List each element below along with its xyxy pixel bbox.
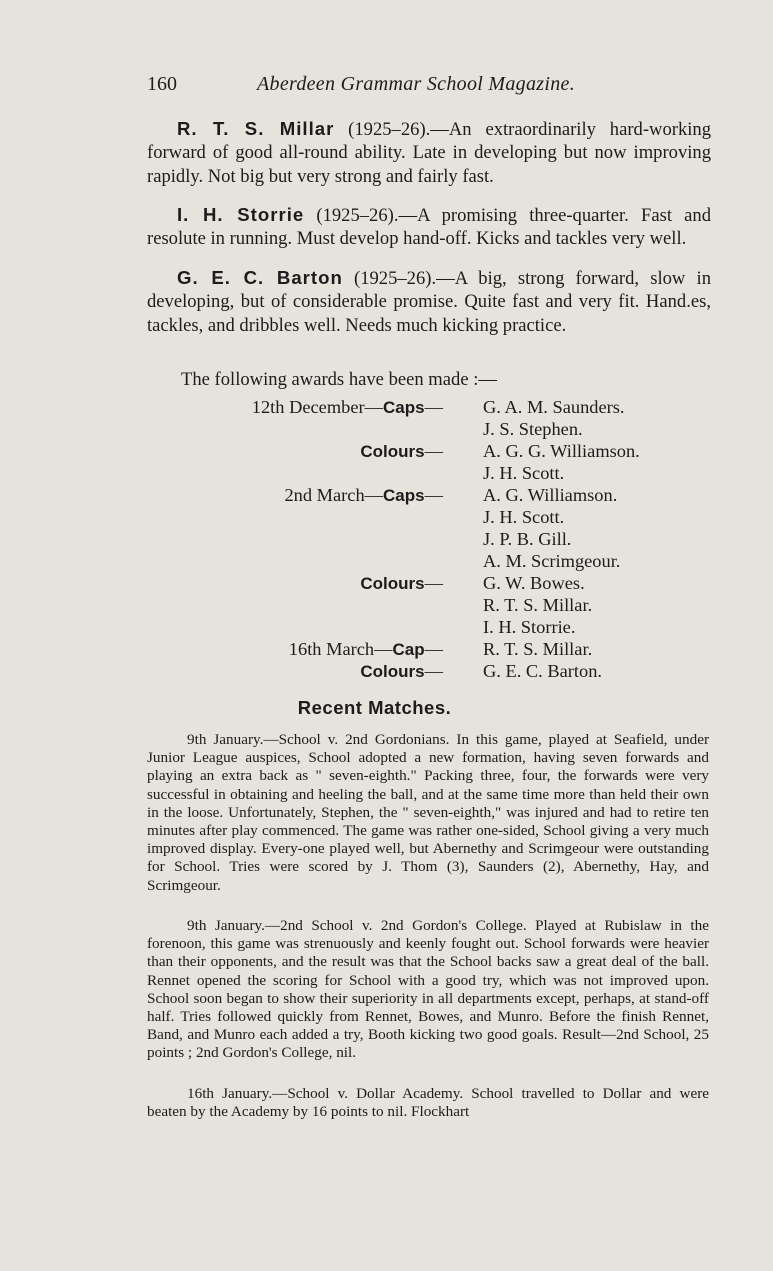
award-recipient: J. H. Scott.	[483, 463, 565, 483]
section-heading	[0, 697, 773, 719]
award-recipient: A. G. G. Williamson.	[483, 441, 640, 461]
award-dash: —	[424, 639, 443, 659]
award-dash: —	[424, 661, 443, 681]
section-heading-text: Recent Matches.	[297, 697, 452, 718]
award-dash: —	[424, 573, 443, 593]
award-recipient: J. H. Scott.	[483, 507, 565, 527]
player-description: (1925–26).—A big, strong forward, slow in developing, but of considerable promise. Quite fast and very fit. Hand.es, tackles, and dribbles well. Needs much kicking practice.	[147, 268, 711, 336]
match-report: 16th January.—School v. Dollar Academy. School travelled to Dollar and were beaten by the Academy by 16 points to nil. Flockhart	[147, 1085, 709, 1121]
award-category: Colours	[360, 442, 425, 461]
player-bio-millar	[147, 117, 711, 188]
award-dash: —	[424, 397, 443, 417]
awards-intro: The following awards have been made :—	[181, 369, 497, 390]
player-name: G. E. C. Barton	[177, 267, 343, 288]
award-recipient: J. P. B. Gill.	[483, 529, 572, 549]
award-dash: —	[424, 441, 443, 461]
award-label	[252, 397, 443, 419]
award-category: Colours	[360, 662, 425, 681]
award-category: Cap	[392, 640, 425, 659]
award-recipient: R. T. S. Millar.	[483, 595, 593, 615]
page-header	[147, 73, 707, 103]
award-label	[360, 661, 443, 683]
player-name: I. H. Storrie	[177, 204, 305, 225]
award-recipient: I. H. Storrie.	[483, 617, 576, 637]
player-bio-storrie	[147, 203, 711, 251]
player-description: (1925–26).—An extraordinarily hard-working forward of good all-round ability. Late in developing but now improving rapidly. Not big but very strong and fairly fast.	[147, 119, 711, 187]
award-recipient: G. A. M. Saunders.	[483, 397, 625, 417]
award-recipient: G. W. Bowes.	[483, 573, 585, 593]
award-label	[360, 441, 443, 463]
award-label	[284, 485, 443, 507]
award-label	[360, 573, 443, 595]
award-recipient: R. T. S. Millar.	[483, 639, 593, 659]
player-bio-barton	[147, 266, 711, 337]
player-name: R. T. S. Millar	[177, 118, 335, 139]
player-description: (1925–26).—A promising three-quarter. Fast and resolute in running. Must develop hand-off. Kicks and tackles very well.	[147, 205, 711, 250]
magazine-title: Aberdeen Grammar School Magazine.	[257, 73, 575, 95]
award-category: Caps	[383, 486, 425, 505]
award-dash: —	[424, 485, 443, 505]
award-recipient: A. G. Williamson.	[483, 485, 618, 505]
match-report: 9th January.—School v. 2nd Gordonians. In this game, played at Seafield, under Junior League auspices, School adopted a new formation, having seven forwards and playing an extra back as " seven-eighth." Packing three, four, the forwards were very successful in obtaining and heeling the ball, and at the same time more than held their own in the loose. Unfortunately, Stephen, the " seven-eighth," was injured and had to retire ten minutes after play commenced. The game was rather one-sided, School giving a very much improved display. Every-one played well, but Abernethy and Scrimgeour were outstanding for School. Tries were scored by J. Thom (3), Saunders (2), Abernethy, Hay, and Scrimgeour.	[147, 731, 709, 894]
award-category: Caps	[383, 398, 425, 417]
award-recipient: A. M. Scrimgeour.	[483, 551, 621, 571]
match-report: 9th January.—2nd School v. 2nd Gordon's College. Played at Rubislaw in the forenoon, this game was strenuously and keenly fought out. School forwards were heavier than their opponents, and the result was that the School backs saw a great deal of the ball. Rennet opened the scoring for School with a good try, which was not improved upon. School soon began to show their superiority in all departments except, perhaps, at stand-off half. Tries followed quickly from Rennet, Bowes, and Munro. Before the finish Rennet, Band, and Munro each added a try, Booth kicking two good goals. Result—2nd School, 25 points ; 2nd Gordon's College, nil.	[147, 917, 709, 1062]
award-label	[289, 639, 443, 661]
award-date: 2nd March—	[284, 485, 384, 505]
award-recipient: G. E. C. Barton.	[483, 661, 603, 681]
award-date: 12th December—	[251, 397, 384, 417]
award-category: Colours	[360, 574, 425, 593]
page-number: 160	[147, 73, 177, 95]
awards-list	[0, 397, 773, 681]
award-date: 16th March—	[288, 639, 393, 659]
award-recipient: J. S. Stephen.	[483, 419, 583, 439]
